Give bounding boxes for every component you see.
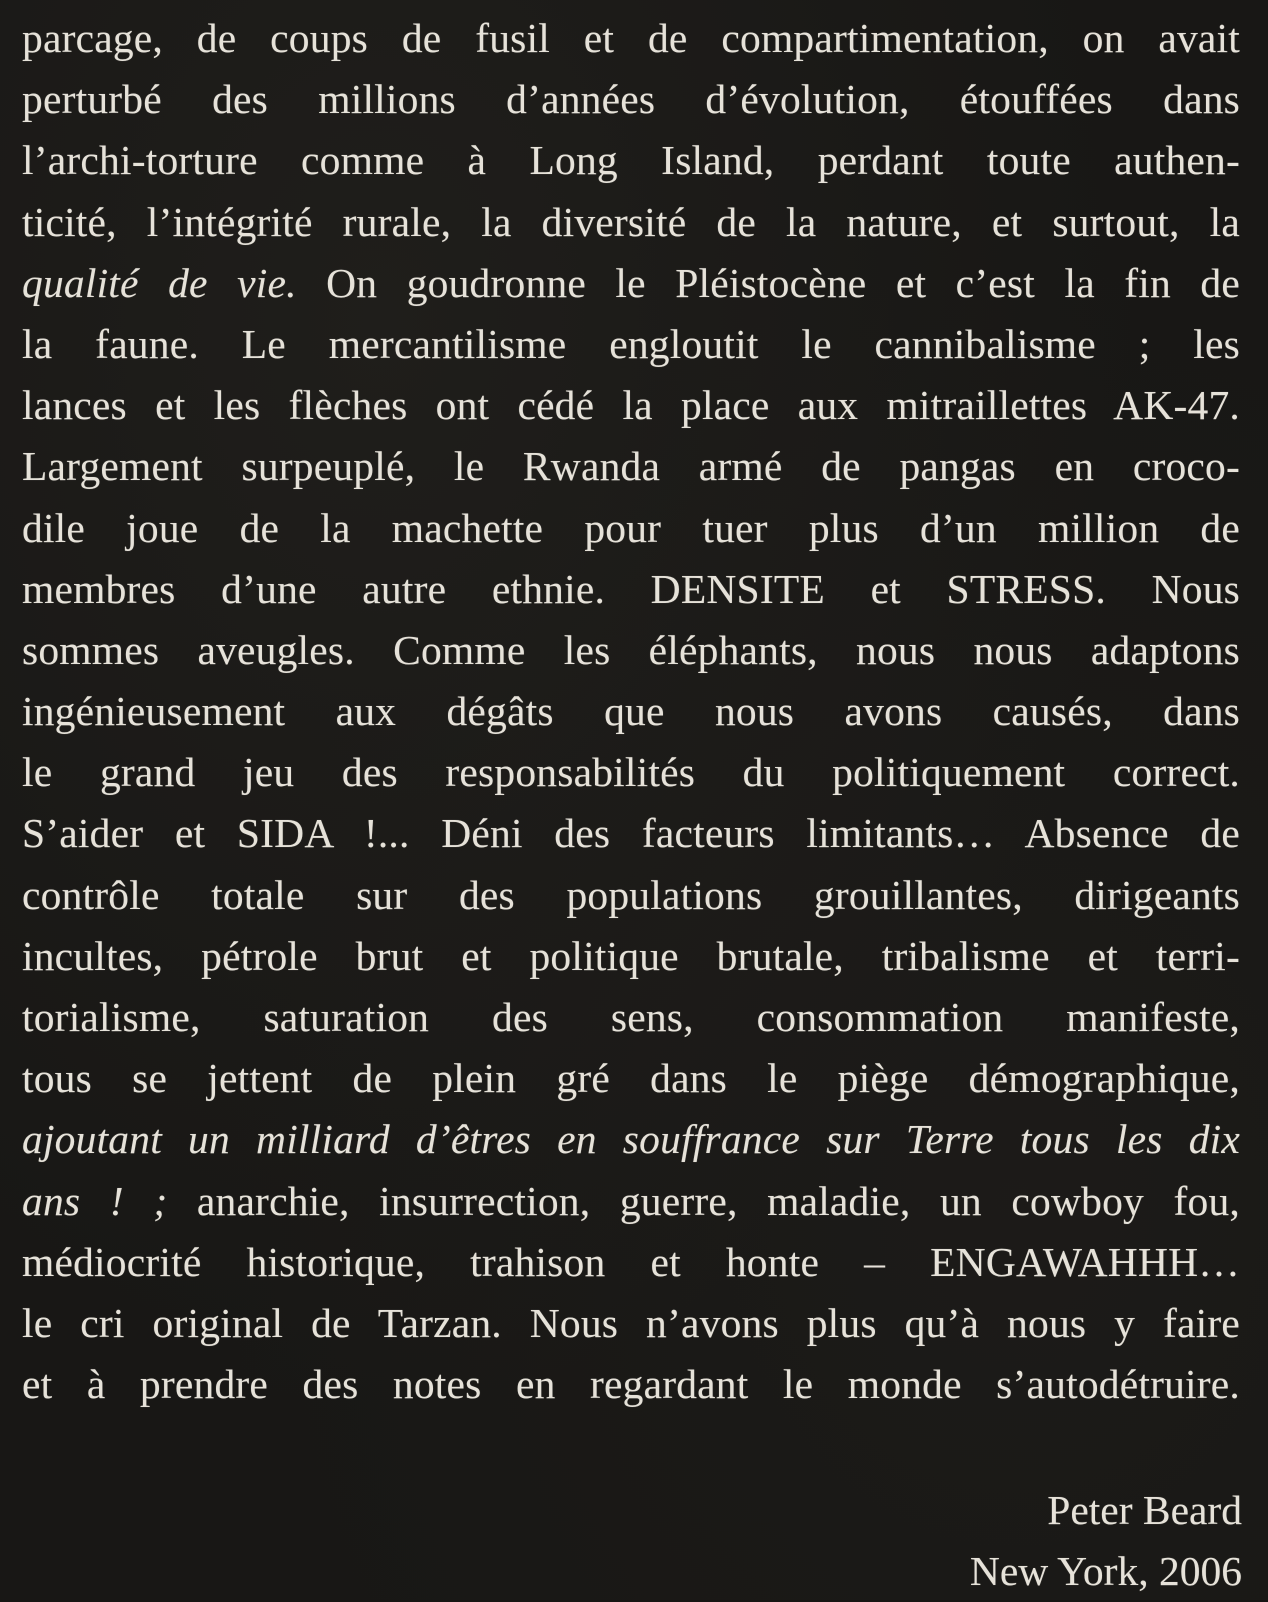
- text-run: membres d’une autre ethnie. DENSITE et STRESS. Nous: [22, 565, 1240, 612]
- text-line: [22, 1109, 1240, 1170]
- signature-block: [970, 1480, 1242, 1602]
- text-line: [22, 375, 1240, 436]
- text-run: sommes aveugles. Comme les éléphants, nous nous adaptons: [22, 626, 1240, 673]
- text-line: [22, 314, 1240, 375]
- text-run: torialisme, saturation des sens, consommation manifeste,: [22, 994, 1240, 1040]
- text-run: anarchie, insurrection, guerre, maladie, un cowboy fou,: [167, 1177, 1240, 1224]
- text-line: [22, 1171, 1240, 1232]
- text-line: [22, 987, 1240, 1048]
- text-run: S’aider et SIDA !... Déni des facteurs limitants… Absence de: [22, 810, 1240, 857]
- text-run: Largement surpeuplé, le Rwanda armé de pangas en croco-: [22, 443, 1240, 490]
- text-run: On goudronne le Pléistocène et c’est la fin de: [296, 259, 1240, 306]
- text-run: lances et les flèches ont cédé la place aux mitraillettes AK-47.: [22, 382, 1240, 429]
- text-run: le cri original de Tarzan. Nous n’avons plus qu’à nous y faire: [22, 1299, 1240, 1346]
- text-line: [22, 620, 1240, 681]
- text-line: [22, 1048, 1240, 1109]
- italic-phrase: qualité de vie.: [22, 259, 297, 306]
- text-line: [22, 559, 1240, 620]
- text-run: incultes, pétrole brut et politique brutale, tribalisme et terri-: [22, 932, 1240, 979]
- text-run: parcage, de coups de fusil et de compartimentation, on avait: [22, 15, 1240, 61]
- text-line: [22, 1354, 1240, 1415]
- text-run: perturbé des millions d’années d’évolution, étouffées dans: [22, 76, 1240, 123]
- text-run: le grand jeu des responsabilités du politiquement correct.: [22, 749, 1240, 796]
- text-line: [22, 1293, 1240, 1354]
- text-line: [22, 926, 1240, 987]
- text-run: médiocrité historique, trahison et honte – ENGAWAHHH…: [22, 1238, 1240, 1285]
- text-run: dile joue de la machette pour tuer plus d’un million de: [22, 504, 1240, 551]
- text-line: [22, 1232, 1240, 1293]
- text-line: [22, 130, 1240, 191]
- text-run: et à prendre des notes en regardant le monde s’autodétruire.: [22, 1361, 1240, 1408]
- text-line: [22, 681, 1240, 742]
- text-line: [22, 865, 1240, 926]
- text-line: [22, 253, 1240, 314]
- text-line: [22, 498, 1240, 559]
- text-run: ticité, l’intégrité rurale, la diversité de la nature, et surtout, la: [22, 198, 1240, 245]
- italic-phrase: ajoutant un milliard d’êtres en souffrance sur Terre tous les dix: [22, 1116, 1240, 1163]
- text-line: [22, 803, 1240, 864]
- text-run: la faune. Le mercantilisme engloutit le cannibalisme ; les: [22, 320, 1240, 367]
- signature-author: Peter Beard: [1047, 1487, 1242, 1533]
- text-run: tous se jettent de plein gré dans le piège démographique,: [22, 1055, 1240, 1102]
- signature-place-date: New York, 2006: [969, 1548, 1242, 1594]
- text-line: [22, 69, 1240, 130]
- text-line: [22, 742, 1240, 803]
- italic-phrase: ans ! ;: [22, 1177, 168, 1224]
- text-run: contrôle totale sur des populations grouillantes, dirigeants: [22, 871, 1240, 918]
- text-line: [22, 436, 1240, 497]
- text-run: l’archi-torture comme à Long Island, perdant toute authen-: [22, 137, 1240, 184]
- text-line: [22, 8, 1240, 69]
- body-text: [22, 8, 1240, 1415]
- text-line: [22, 192, 1240, 253]
- text-run: ingénieusement aux dégâts que nous avons causés, dans: [22, 688, 1240, 735]
